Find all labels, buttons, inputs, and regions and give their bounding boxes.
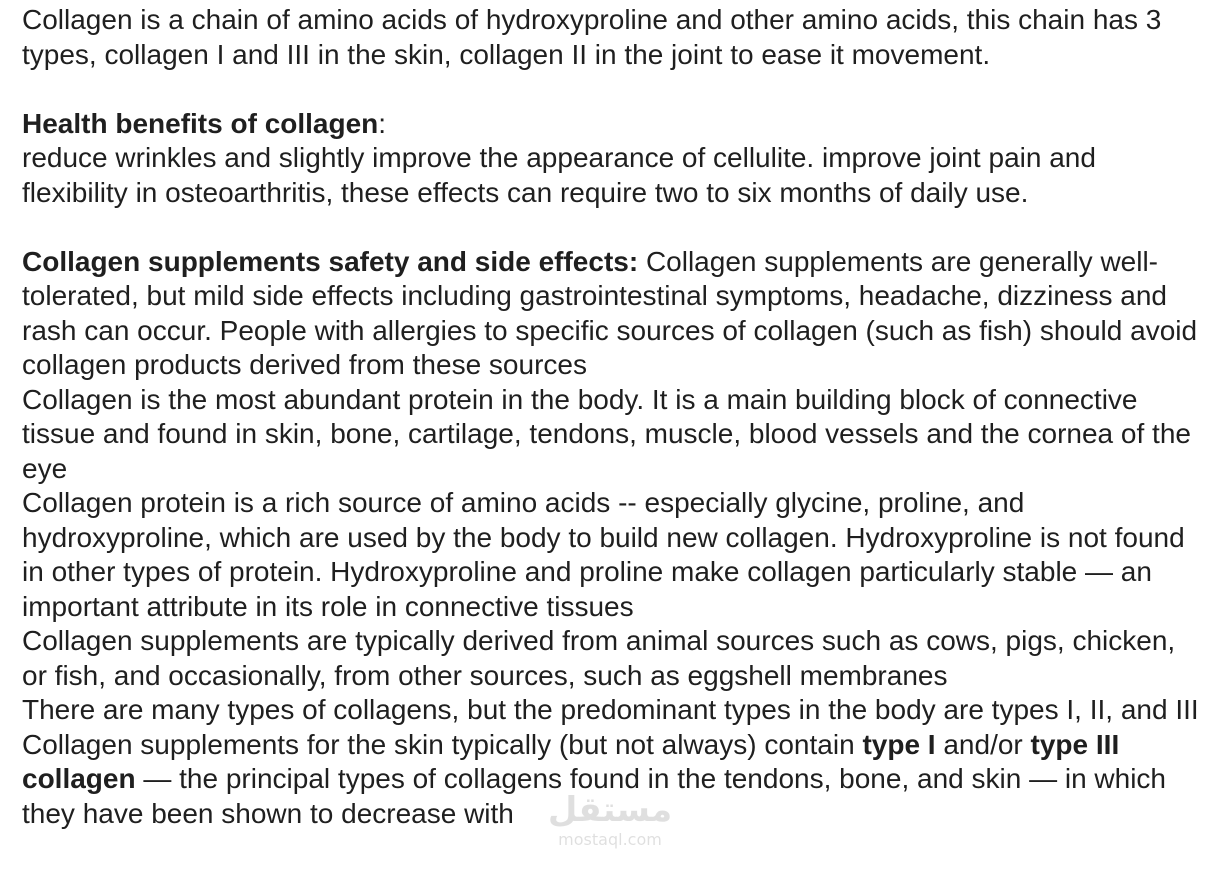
document-body: [22, 3, 1202, 831]
skin-type-i: type I: [862, 728, 936, 760]
sources-paragraph: Collagen supplements are typically derived from animal sources such as cows, pigs, chicken, or fish, and occasionally, from other sources, such as eggshell membranes: [22, 625, 1176, 691]
skin-type-iii: type III collagen: [22, 728, 1120, 794]
skin-text-2: and/or: [935, 728, 1031, 760]
amino-acids-paragraph: Collagen protein is a rich source of amino acids -- especially glycine, proline, and hydroxyproline, which are used by the body to build new collagen. Hydroxyproline is not found in other types of protein. Hydroxyproline and proline make collagen particularly stable — an important attribute in its role in connective tissues: [22, 487, 1185, 622]
paragraph-gap: [22, 72, 1202, 107]
intro-paragraph: Collagen is a chain of amino acids of hydroxyproline and other amino acids, this chain has 3 types, collagen I and III in the skin, collagen II in the joint to ease it movement.: [22, 4, 1162, 70]
types-paragraph: There are many types of collagens, but the predominant types in the body are types I, II, and III: [22, 694, 1199, 725]
skin-text-3: — the principal types of collagens found in the tendons, bone, and skin — in which they have been shown to decrease with: [22, 763, 1167, 829]
benefits-heading-colon: :: [378, 107, 387, 139]
skin-paragraph: [22, 728, 1202, 832]
safety-heading: Collagen supplements safety and side effects:: [22, 245, 639, 277]
benefits-heading: Health benefits of collagen: [22, 107, 379, 139]
safety-paragraph: [22, 245, 1202, 383]
paragraph-gap: [22, 210, 1202, 245]
benefits-paragraph: reduce wrinkles and slightly improve the appearance of cellulite. improve joint pain and flexibility in osteoarthritis, these effects can require two to six months of daily use.: [22, 142, 1096, 208]
benefits-heading-line: [22, 107, 1202, 142]
safety-text: Collagen supplements are generally well-tolerated, but mild side effects including gastrointestinal symptoms, headache, dizziness and rash can occur. People with allergies to specific sources of collagen (such as fish) should avoid collagen products derived from these sources: [22, 245, 1198, 380]
skin-text-1: Collagen supplements for the skin typically (but not always) contain: [22, 728, 863, 760]
abundant-paragraph: Collagen is the most abundant protein in the body. It is a main building block of connective tissue and found in skin, bone, cartilage, tendons, muscle, blood vessels and the cornea of the eye: [22, 383, 1191, 484]
watermark-latin: mostaql.com: [558, 830, 662, 849]
watermark-arabic: مستقل: [547, 790, 673, 830]
